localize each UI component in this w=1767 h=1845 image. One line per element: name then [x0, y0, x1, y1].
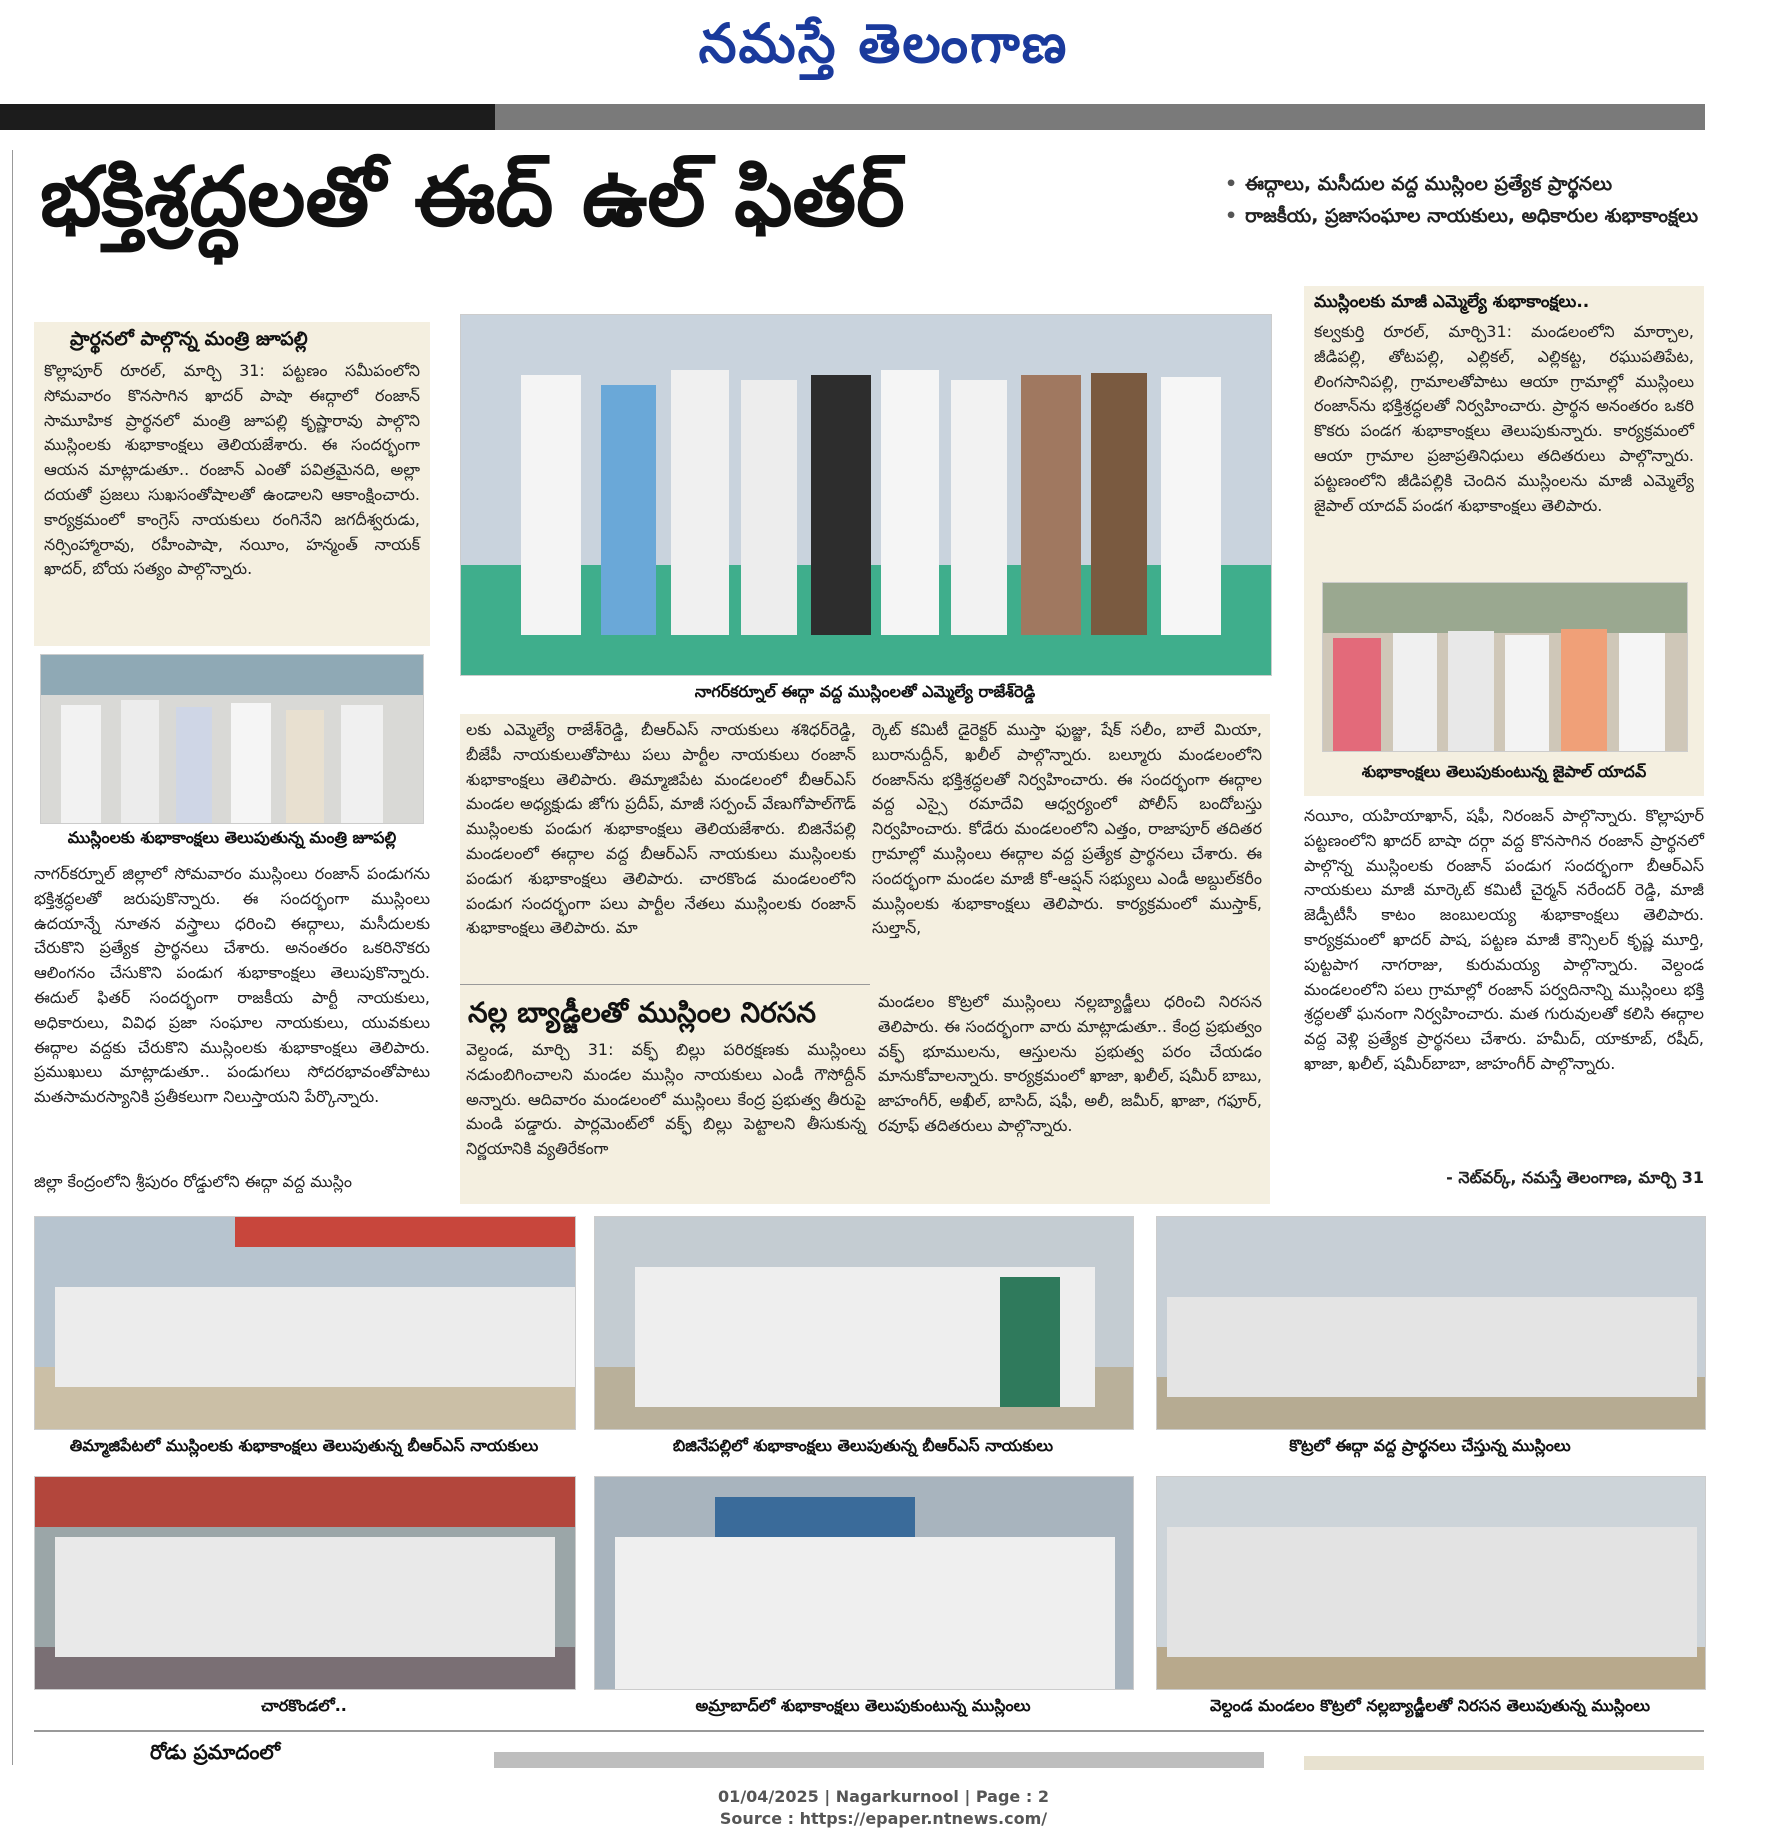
center-col-1: లకు ఎమ్మెల్యే రాజేశ్‌రెడ్డి, బీఆర్‌ఎస్ నాయకులు శశిధర్‌రెడ్డి, బీజేపీ నాయకులుతోపాటు పలు పార్టీల నాయకులు రంజాన్ శుభాకాంక్షలు తెలిపారు. తిమ్మాజిపేట మండలంలో బీఆర్‌ఎస్ మండల అధ్యక్షుడు జోగు ప్రదీప్, మాజీ సర్పంచ్ వేణుగోపాల్‌గౌడ్ ముస్లింలకు పండుగ శుభాకాంక్షలు తెలియజేశారు. బిజినేపల్లి మండలంలో ఈద్గాల వద్ద బీఆర్‌ఎస్ నాయకులు ముస్లింలకు పండుగ శుభాకాంక్షలు తెలిపారు. చారకొండ మండలంలోని పండుగ సందర్భంగా పలు పార్టీల నేతలు ముస్లింలకు రంజాన్ శుభాకాంక్షలు తెలిపారు. మా [466, 720, 856, 938]
right-body: కల్వకుర్తి రూరల్, మార్చి31: మండలంలోని మార్చాల, జీడిపల్లి, తోటపల్లి, ఎల్లికల్, ఎల్లికట్ట, రఘుపతిపేట, లింగసానిపల్లి, గ్రామాలతోపాటు ఆయా గ్రామాల్లో ముస్లింలు రంజాన్‌ను భక్తిశ్రద్ధలతో నిర్వహించారు. ప్రార్థన అనంతరం ఒకరి కొకరు పండగ శుభాకాంక్షలు తెలుపుకున్నారు. కార్యక్రమంలో ఆయా గ్రామాల ప్రజాప్రతినిధులు తదితరులు పాల్గొన్నారు. పట్టణంలోని జీడిపల్లికి చెందిన ముస్లింలను మాజీ ఎమ్మెల్యే జైపాల్ యాదవ్ పండగ శుభాకాంక్షలు తెలిపారు. [1314, 322, 1694, 515]
newspaper-title: నమస్తే తెలంగాణ [698, 11, 1069, 75]
photo-mla-rajesh [460, 314, 1272, 676]
left-rule [12, 150, 13, 1765]
gallery-caption-1: తిమ్మాజిపేటలో ముస్లింలకు శుభాకాంక్షలు తెలుపుతున్న బీఆర్‌ఎస్ నాయకులు [69, 1436, 539, 1455]
main-headline: భక్తిశ్రద్ధలతో ఈద్ ఉల్ ఫితర్ [40, 150, 905, 245]
center-photo-caption: నాగర్‌కర్నూల్ ఈద్గా వద్ద ముస్లింలతో ఎమ్మెల్యే రాజేశ్‌రెడ్డి [694, 682, 1036, 701]
footer-source: Source : https://epaper.ntnews.com/ [719, 1808, 1048, 1828]
gallery-caption-3: కొట్రలో ఈద్గా వద్ద ప్రార్థనలు చేస్తున్న ముస్లింలు [1289, 1436, 1571, 1455]
center-col-2b: మండలం కొట్రలో ముస్లింలు నల్లబ్యాడ్జీలు ధరించి నిరసన తెలిపారు. ఈ సందర్భంగా వారు మాట్లాడుతూ.. కేంద్ర ప్రభుత్వం వక్ఫ్ భూములను, ఆస్తులను ప్రభుత్వ పరం చేయడం మానుకోవాలన్నారు. కార్యక్రమంలో ఖాజా, ఖలీల్, షమీర్ బాబు, జాహంగీర్, అఖీల్, బాసిద్, షఫీ, అలీ, జమీర్, ఖాజా, గఫూర్, రవూఫ్ తదితరులు పాల్గొన్నారు. [878, 992, 1262, 1135]
footer-date-page: 01/04/2025 | Nagarkurnool | Page : 2 [718, 1787, 1049, 1806]
left-body: కొల్లాపూర్ రూరల్, మార్చి 31: పట్టణం సమీపంలోని సోమవారం కొనసాగిన ఖాదర్ పాషా ఈద్గాలో రంజాన్ సామూహిక ప్రార్థనలో మంత్రి జూపల్లి కృష్ణారావు పాల్గొని ముస్లింలకు శుభాకాంక్షలు తెలియజేశారు. ఈ సందర్భంగా ఆయన మాట్లాడుతూ.. రంజాన్ ఎంతో పవిత్రమైనది, అల్లా దయతో ప్రజలు సుఖసంతోషాలతో ఉండాలని ఆకాంక్షించారు. కార్యక్రమంలో కాంగ్రెస్ నాయకులు రంగినేని జగదీశ్వరుడు, నర్సింహ్మారావు, రహీంపాషా, నయీం, హన్మంత్ నాయక్ ఖాదర్, బోయ సత్యం పాల్గొన్నారు. [44, 361, 420, 579]
highlight-item: • ఈద్గాలు, మసీదుల వద్ద ముస్లింల ప్రత్యేక ప్రార్థనలు [1225, 173, 1613, 195]
gallery-caption-2: బిజినేపల్లిలో శుభాకాంక్షలు తెలుపుతున్న బీఆర్‌ఎస్ నాయకులు [672, 1436, 1054, 1455]
photo-thimmajipet [34, 1216, 576, 1430]
center-col-2: ర్కెట్ కమిటీ డైరెక్టర్ ముస్తా ఫుజ్జు, షేక్ సలీం, బాలే మియా, బురానుద్దీన్, ఖలీల్ పాల్గొన్నారు. బల్మూరు మండలంలోని రంజాన్‌ను భక్తిశ్రద్ధలతో నిర్వహించారు. ఈ సందర్భంగా ఈద్గాల వద్ద ఎస్సై రమాదేవి ఆధ్వర్యంలో పోలీస్ బందోబస్తు నిర్వహించారు. కోడేరు మండలంలోని ఎత్తం, రాజాపూర్ తదితర గ్రామాల్లో ముస్లింలు ఈద్గాల వద్ద ప్రత్యేక ప్రార్థనలు చేశారు. ఈ సందర్భంగా మండల మాజీ కో-ఆప్షన్ సభ్యులు ఎండీ అబ్దుల్‌కరీం ముస్లింలకు శుభాకాంక్షలు తెలిపారు. కార్యక్రమంలో ముస్తాక్, సుల్తాన్, [872, 720, 1262, 938]
photo-veldanda-protest [1156, 1476, 1706, 1690]
left-story-box [34, 322, 430, 646]
left-photo-caption: ముస్లింలకు శుభాకాంక్షలు తెలుపుతున్న మంత్రి జూపల్లి [67, 828, 397, 847]
right-story-box [1304, 286, 1704, 574]
photo-kotra-prayers [1156, 1216, 1706, 1430]
center-divider [460, 984, 870, 985]
left-body-2: నాగర్‌కర్నూల్ జిల్లాలో సోమవారం ముస్లింలు రంజాన్ పండుగను భక్తిశ్రద్ధలతో జరుపుకొన్నారు. ఈ సందర్భంగా ముస్లింలు ఉదయాన్నే నూతన వస్త్రాలు ధరించి ఈద్గాలు, మసీదులకు చేరుకొని ప్రత్యేక ప్రార్థనలు చేశారు. అనంతరం ఒకరినొకరు ఆలింగనం చేసుకొని పండుగ శుభాకాంక్షలు తెలుపుకొన్నారు. ఈదుల్ ఫితర్ సందర్భంగా రాజకీయ పార్టీ నాయకులు, అధికారులు, వివిధ ప్రజా సంఘాల నాయకులు, యువకులు ఈద్గాల వద్దకు చేరుకొని ముస్లింలకు శుభాకాంక్షలు తెలిపారు. ప్రముఖులు మాట్లాడుతూ.. పండుగలు సోదరభావంతోపాటు మతసామరస్యానికి ప్రతీకలుగా నిలుస్తాయని పేర్కొన్నారు. [34, 864, 430, 1107]
right-subhead: ముస్లింలకు మాజీ ఎమ్మెల్యే శుభాకాంక్షలు.. [1314, 292, 1590, 312]
highlights [1225, 168, 1705, 233]
right-body-2: నయీం, యహియాఖాన్, షఫీ, నిరంజన్ పాల్గొన్నారు. కొల్లాపూర్ పట్టణంలోని ఖాదర్ బాషా దర్గా వద్ద కొనసాగిన రంజాన్ ప్రార్థనలో పాల్గొన్న ముస్లింలకు రంజాన్ పండుగ సందర్భంగా బీఆర్‌ఎస్ నాయకులు మాజీ మార్కెట్ కమిటీ చైర్మన్ నరేందర్ రెడ్డి, మాజీ జెడ్పీటీసీ కాటం జంబులయ్య శుభాకాంక్షలు తెలిపారు. కార్యక్రమంలో ఖాదర్ పాష, పట్టణ మాజీ కౌన్సిలర్ కృష్ణ మూర్తి, పుట్టపాగ నాగరాజు, కురుమయ్య పాల్గొన్నారు. వెల్దండ మండలంలోని పలు గ్రామాల్లో రంజాన్ పర్వదినాన్ని ముస్లింలు భక్తి శ్రద్ధలతో ఘనంగా నిర్వహించారు. మత గురువులతో కలిసి ఈద్గాల వద్ద వెళ్లి ప్రత్యేక ప్రార్థనలు చేశారు. హమీద్, యాకూబ్, రషీద్, ఖాజా, ఖలీల్, షమీర్‌బాబా, జాహంగీర్ పాల్గొన్నారు. [1304, 806, 1704, 1073]
header-bar-dark [0, 104, 495, 130]
page-footer [0, 1786, 1767, 1829]
next-story-heading: రోడు ప్రమాదంలో [150, 1740, 281, 1764]
cutoff-heading-center [494, 1752, 1264, 1768]
center-subhead-2: నల్ల బ్యాడ్జీలతో ముస్లింల నిరసన [468, 996, 817, 1029]
photo-jaipal-yadav [1322, 582, 1688, 752]
photo-amrabad [594, 1476, 1134, 1690]
center-sub2-body: వెల్దండ, మార్చి 31: వక్ఫ్ బిల్లు పరిరక్షణకు ముస్లింలు నడుంబిగించాలని మండల ముస్లిం నాయకులు ఎండీ గౌసోద్దీన్ అన్నారు. ఆదివారం మండలంలో ముస్లింలు కేంద్ర ప్రభుత్వ తీరుపై మండి పడ్డారు. పార్లమెంట్‌లో వక్ఫ్ బిల్లు పెట్టాలని తీసుకున్న నిర్ణయానికి వ్యతిరేకంగా [466, 1040, 866, 1159]
cutoff-heading-right [1304, 1756, 1704, 1770]
bottom-rule [34, 1730, 1704, 1732]
left-body-3: జిల్లా కేంద్రంలోని శ్రీపురం రోడ్డులోని ఈద్గా వద్ద ముస్లిం [34, 1172, 353, 1191]
byline: - నెట్‌వర్క్, నమస్తే తెలంగాణ, మార్చి 31 [1446, 1168, 1704, 1187]
photo-charakonda [34, 1476, 576, 1690]
gallery-caption-5: అమ్రాబాద్‌లో శుభాకాంక్షలు తెలుపుకుంటున్న ముస్లింలు [695, 1696, 1031, 1715]
left-subhead: ప్రార్థనలో పాల్గొన్న మంత్రి జూపల్లి [70, 328, 308, 350]
photo-jupally [40, 654, 424, 824]
photo-bijinepalli [594, 1216, 1134, 1430]
gallery-caption-6: వెల్దండ మండలం కొట్రలో నల్లబ్యాడ్జీలతో నిరసన తెలుపుతున్న ముస్లింలు [1209, 1696, 1651, 1715]
header-bar-grey [495, 104, 1705, 130]
highlight-item: • రాజకీయ, ప్రజాసంఘాల నాయకులు, అధికారుల శుభాకాంక్షలు [1225, 205, 1699, 228]
right-photo-caption: శుభాకాంక్షలు తెలుపుకుంటున్న జైపాల్ యాదవ్ [1361, 762, 1647, 781]
gallery-caption-4: చారకొండలో.. [261, 1696, 347, 1715]
masthead [0, 0, 1767, 100]
